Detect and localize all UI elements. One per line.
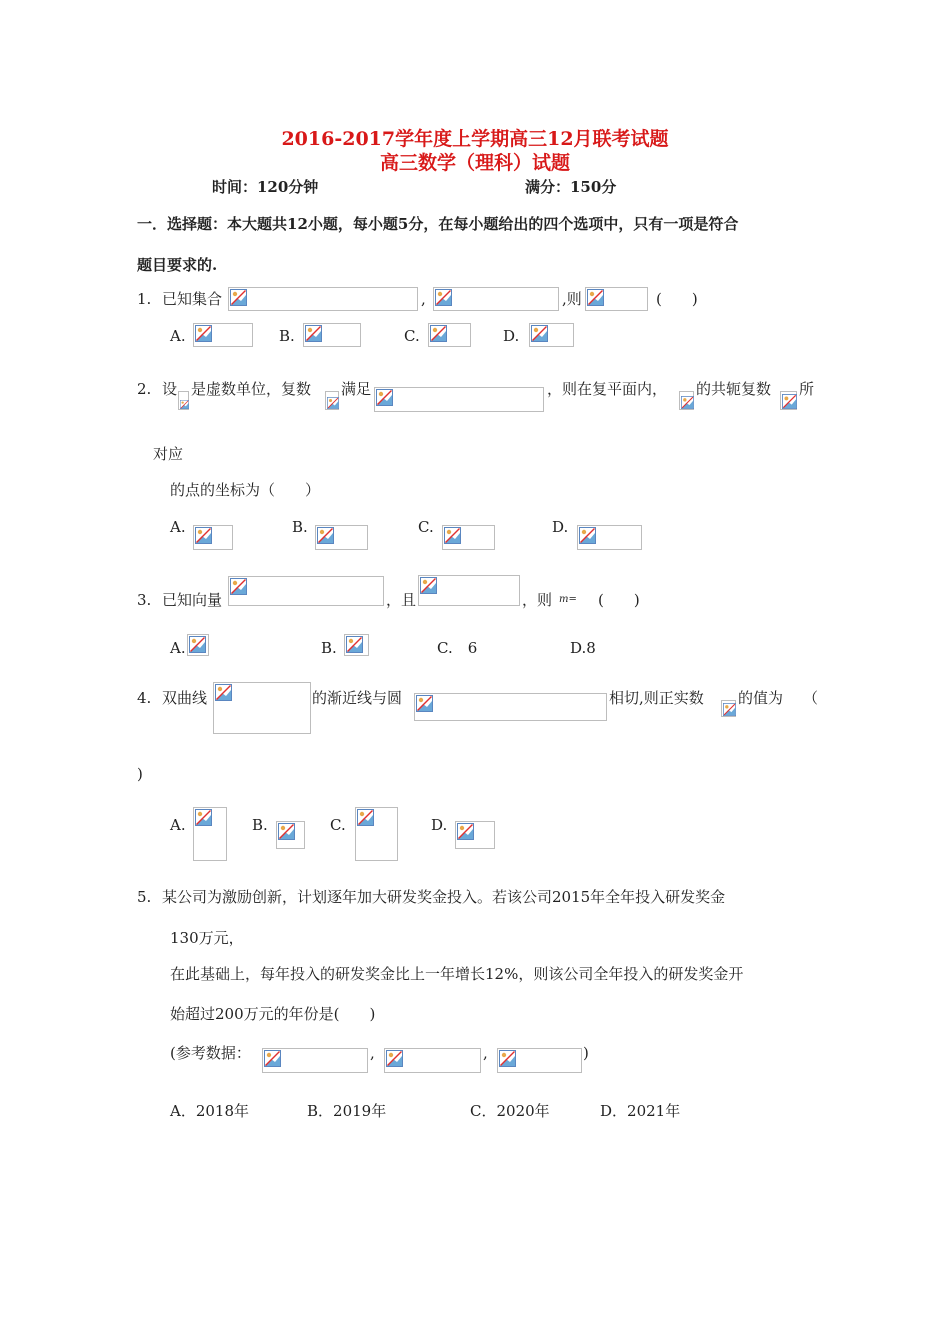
broken-image-icon — [189, 636, 206, 653]
broken-image-icon — [416, 695, 433, 712]
q4-text-3: 相切,则正实数 — [609, 689, 704, 707]
broken-image-icon — [457, 823, 474, 840]
q1-answer-paren: ( ) — [656, 290, 698, 308]
q2-option-d-image — [577, 525, 642, 550]
q2-option-c-label: C. — [418, 518, 434, 536]
q1-sep2: ,则 — [562, 290, 582, 308]
q3-option-b-label: B. — [321, 639, 337, 657]
q5-line-4: 始超过200万元的年份是( ) — [170, 1005, 376, 1023]
q4-number: 4. — [137, 689, 152, 707]
q1-sep1: , — [421, 290, 426, 308]
q5-comma: , — [483, 1044, 488, 1062]
broken-image-icon — [230, 578, 247, 595]
q2-option-d-label: D. — [552, 518, 569, 536]
q1-option-a-image — [193, 323, 253, 347]
q4-option-c-image — [355, 807, 398, 861]
q3-option-c: C. 6 — [437, 639, 478, 657]
q2-text-2: 是虚数单位，复数 — [191, 380, 312, 398]
q5-option-a: A．2018年 — [170, 1102, 250, 1120]
exam-time: 时间：120分钟 — [212, 178, 319, 196]
q2-option-b-label: B. — [292, 518, 308, 536]
q1-option-d-image — [529, 323, 574, 347]
q5-option-d: D．2021年 — [600, 1102, 681, 1120]
q4-option-b-label: B. — [252, 816, 268, 834]
q5-reference-image — [384, 1048, 481, 1073]
q3-text-2: ，且 — [386, 591, 417, 609]
q2-formula-image — [374, 387, 544, 412]
q5-reference-image — [262, 1048, 368, 1073]
q1-option-a-label: A. — [170, 327, 186, 345]
section-heading-line2: 题目要求的. — [137, 256, 218, 274]
broken-image-icon — [386, 1050, 403, 1067]
q2-symbol-image — [679, 391, 694, 410]
broken-image-icon — [579, 527, 596, 544]
broken-image-icon — [782, 394, 797, 409]
broken-image-icon — [230, 289, 247, 306]
q2-option-c-image — [442, 525, 495, 550]
q4-option-b-image — [276, 821, 305, 849]
q1-number: 1. — [137, 290, 152, 308]
q3-option-b-image — [344, 634, 369, 656]
q5-line-1: 某公司为激励创新，计划逐年加大研发奖金投入。若该公司2015年全年投入研发奖金 — [162, 888, 726, 906]
q5-line-2: 130万元， — [170, 929, 244, 947]
broken-image-icon — [531, 325, 548, 342]
q4-formula-image — [213, 682, 311, 734]
q4-option-d-label: D. — [431, 816, 448, 834]
q2-option-a-image — [193, 525, 233, 550]
q4-option-a-image — [193, 807, 227, 861]
q2-text-7: 对应 — [153, 445, 184, 463]
q1-formula-image — [228, 287, 418, 311]
q5-reference-close: ) — [583, 1044, 589, 1062]
broken-image-icon — [180, 400, 189, 409]
q5-line-3: 在此基础上，每年投入的研发奖金比上一年增长12%，则该公司全年投入的研发奖金开 — [170, 965, 744, 983]
q1-option-d-label: D. — [503, 327, 520, 345]
broken-image-icon — [317, 527, 334, 544]
exam-subtitle: 高三数学（理科）试题 — [379, 152, 570, 174]
broken-image-icon — [357, 809, 374, 826]
q1-text: 已知集合 — [162, 290, 223, 308]
exam-title: 2016-2017学年度上学期高三12月联考试题 — [281, 128, 669, 150]
broken-image-icon — [305, 325, 322, 342]
q5-number: 5. — [137, 888, 152, 906]
q3-number: 3. — [137, 591, 152, 609]
broken-image-icon — [278, 823, 295, 840]
q2-option-a-label: A. — [170, 518, 186, 536]
q2-text-6: 所 — [799, 380, 815, 398]
broken-image-icon — [499, 1050, 516, 1067]
q2-text-5: 的共轭复数 — [696, 380, 772, 398]
section-heading-line1: 一．选择题：本大题共12小题，每小题5分，在每小题给出的四个选项中，只有一项是符合 — [137, 215, 739, 233]
q4-text-2: 的渐近线与圆 — [312, 689, 403, 707]
broken-image-icon — [215, 684, 232, 701]
broken-image-icon — [435, 289, 452, 306]
broken-image-icon — [444, 527, 461, 544]
broken-image-icon — [681, 396, 694, 409]
q4-text-4: 的值为 — [738, 689, 784, 707]
q5-option-c: C．2020年 — [470, 1102, 550, 1120]
q5-comma: , — [370, 1044, 375, 1062]
q2-symbol-image — [780, 391, 797, 410]
q4-text-1: 双曲线 — [162, 689, 208, 707]
exam-score: 满分：150分 — [525, 178, 617, 196]
q2-text-1: 设 — [162, 380, 178, 398]
q1-option-c-label: C. — [404, 327, 420, 345]
q3-text-3: ，则 — [522, 591, 553, 609]
broken-image-icon — [723, 703, 736, 716]
broken-image-icon — [346, 636, 363, 653]
q3-option-a-image — [187, 634, 209, 656]
q2-symbol-image — [325, 391, 339, 410]
q1-option-b-image — [303, 323, 361, 347]
q1-option-b-label: B. — [279, 327, 295, 345]
broken-image-icon — [195, 809, 212, 826]
q5-reference-image — [497, 1048, 582, 1073]
q4-open-paren: （ — [803, 689, 819, 707]
q2-text-8: 的点的坐标为（ ） — [170, 481, 321, 499]
q3-formula-image — [228, 576, 384, 606]
q3-option-a-label: A. — [170, 639, 186, 657]
q3-answer-paren: ( ) — [598, 591, 640, 609]
q3-formula-image — [418, 575, 520, 606]
broken-image-icon — [195, 527, 212, 544]
broken-image-icon — [327, 397, 339, 409]
q4-symbol-image — [721, 700, 736, 717]
q1-formula-image — [433, 287, 559, 311]
q2-option-b-image — [315, 525, 368, 550]
q2-symbol-image — [178, 391, 189, 410]
q5-reference-label: (参考数据： — [170, 1044, 251, 1062]
q3-option-d: D.8 — [570, 639, 596, 657]
broken-image-icon — [430, 325, 447, 342]
q3-m-equals: m= — [559, 594, 577, 605]
q3-text-1: 已知向量 — [162, 591, 223, 609]
broken-image-icon — [587, 289, 604, 306]
q1-formula-image — [585, 287, 648, 311]
broken-image-icon — [195, 325, 212, 342]
broken-image-icon — [376, 389, 393, 406]
broken-image-icon — [264, 1050, 281, 1067]
broken-image-icon — [420, 577, 437, 594]
q2-number: 2. — [137, 380, 152, 398]
q4-formula-image — [414, 693, 607, 721]
q4-option-a-label: A. — [170, 816, 186, 834]
q4-option-c-label: C. — [330, 816, 346, 834]
q2-text-4: ，则在复平面内， — [547, 380, 668, 398]
q5-option-b: B．2019年 — [307, 1102, 387, 1120]
q4-close-paren: ) — [137, 765, 143, 783]
q2-text-3: 满足 — [341, 380, 372, 398]
q1-option-c-image — [428, 323, 471, 347]
q4-option-d-image — [455, 821, 495, 849]
